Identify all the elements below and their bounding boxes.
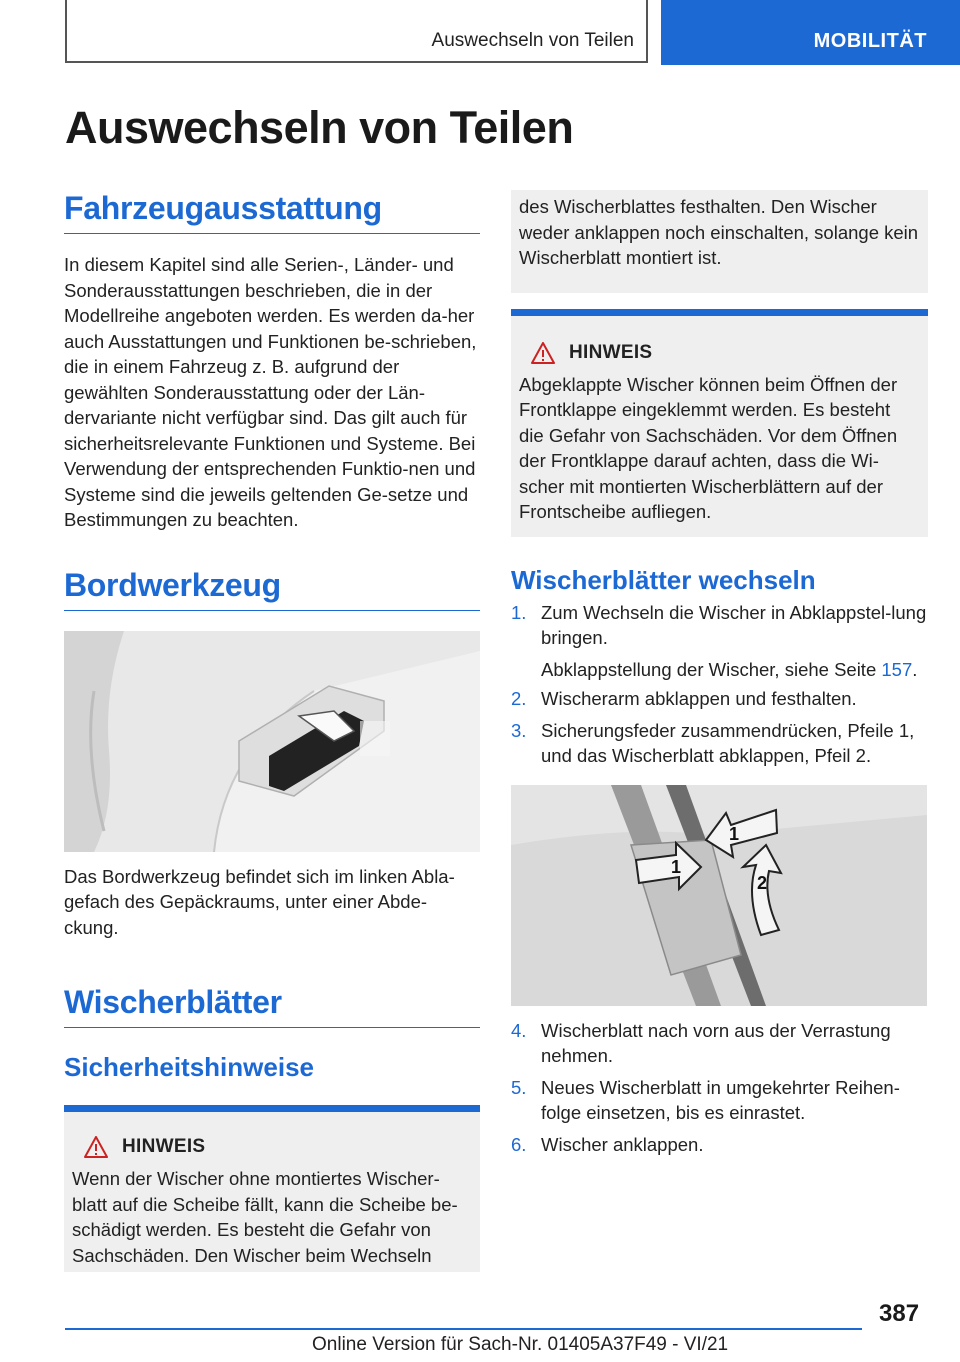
heading-sicherheitshinweise: Sicherheitshinweise (64, 1052, 314, 1082)
notice-2-text: Abgeklappte Wischer können beim Öffnen der Frontklappe eingeklemmt werden. Es besteht die Gefahr von Sachschäden. Vor dem Öffnen der Frontklappe darauf achten, dass die Wi-scher mit montierten Wischerblättern auf der Frontscheibe aufliegen. (519, 373, 898, 522)
step-text: Sicherungsfeder zusammendrücken, Pfeile 1, und das Wischerblatt abklappen, Pfeil 2. (541, 719, 915, 766)
arrow-label-1b: 1 (729, 823, 740, 844)
paragraph-bordwerkzeug: Das Bordwerkzeug befindet sich im linken Abla-gefach des Gepäckraums, unter einer Abde-ckung. (64, 865, 455, 938)
step-text: Wischerblatt nach vorn aus der Verrastung nehmen. (541, 1019, 891, 1066)
notice-box-1-continued (511, 190, 928, 293)
step-text: Wischerarm abklappen und festhalten. (541, 688, 857, 709)
heading-wischerblaetter-wechseln: Wischerblätter wechseln (511, 564, 816, 595)
step-1-subnote (541, 657, 928, 683)
notice-2-head (531, 342, 920, 364)
page-link-157[interactable]: 157 (881, 658, 913, 680)
step-item (511, 600, 928, 651)
step-number: 2. (511, 688, 527, 709)
header-tab-mobilitaet[interactable] (661, 0, 960, 65)
step-number: 1. (511, 601, 527, 623)
page-title: Auswechseln von Teilen (65, 102, 574, 153)
wiper-arm-illustration (511, 785, 927, 1006)
steps-list-b (511, 686, 928, 769)
header-section-title: Auswechseln von Teilen (431, 30, 634, 51)
step-text: Zum Wechseln die Wischer in Abklappstel-lung bringen. (541, 601, 927, 648)
warning-triangle-icon (531, 342, 555, 364)
notice-box-2 (511, 309, 928, 537)
step-item (511, 718, 928, 769)
photo-bordwerkzeug (64, 631, 480, 852)
steps-list-c (511, 1018, 928, 1158)
notice-box-1 (64, 1105, 480, 1272)
page-number: 387 (879, 1300, 920, 1327)
right-column (511, 190, 928, 1157)
notice-1-label: HINWEIS (122, 1136, 206, 1157)
header-section-box (65, 0, 648, 63)
step-item (511, 686, 928, 712)
step-number: 6. (511, 1133, 527, 1155)
step-item (511, 1075, 928, 1126)
heading-wischerblaetter: Wischerblätter (64, 984, 480, 1028)
step-text: Neues Wischerblatt in umgekehrter Reihen-folge einsetzen, bis es einrastet. (541, 1076, 900, 1123)
photo-wischer-abklappen (511, 785, 927, 1006)
footer-online-version: Online Version für Sach-Nr. 01405A37F49 - VI/21 (312, 1334, 729, 1355)
left-column (64, 190, 480, 1272)
paragraph-fahrzeugausstattung: In diesem Kapitel sind alle Serien-, Länder- und Sonderausstattungen beschrieben, die in der Modellreihe angeboten werden. Es werden da-her auch Ausstattungen und Funktionen be-schrieben, die in einem Fahrzeug z. B. aufgrund der gewählten Sonderausstattung oder der Län-dervariante nicht verfügbar sind. Das gilt auch für sicherheitsrelevante Funktionen und Systeme. Bei Verwendung der entsprechenden Funktio-nen und Systeme sind die jeweils geltenden Ge-setze und Bestimmungen zu beachten. (64, 254, 477, 530)
step-number: 4. (511, 1019, 527, 1041)
step-1-subnote-text: Abklappstellung der Wischer, siehe Seite (541, 658, 877, 680)
notice-2-label: HINWEIS (569, 341, 653, 363)
heading-fahrzeugausstattung: Fahrzeugausstattung (64, 190, 480, 234)
notice-1-text-continued: des Wischerblattes festhalten. Den Wischer weder anklappen noch einschalten, solange kein Wischerblatt montiert ist. (519, 196, 919, 268)
notice-1-text: Wenn der Wischer ohne montiertes Wischer-blatt auf die Scheibe fällt, kann die Scheibe be-schädigt werden. Es besteht die Gefahr von Sachschäden. Den Wischer beim Wechseln (72, 1168, 458, 1266)
step-1-subnote-suffix: . (912, 658, 918, 680)
steps-list-a (511, 600, 928, 651)
step-number: 3. (511, 719, 527, 741)
step-text: Wischer anklappen. (541, 1133, 704, 1155)
arrow-label-1: 1 (671, 856, 682, 877)
step-item (511, 1018, 928, 1069)
header-tab-label: MOBILITÄT (813, 30, 927, 52)
arrow-label-2: 2 (757, 872, 768, 893)
footer-divider (65, 1328, 862, 1330)
trunk-compartment-illustration (64, 631, 480, 852)
warning-triangle-icon (84, 1136, 108, 1158)
step-number: 5. (511, 1076, 527, 1098)
heading-bordwerkzeug: Bordwerkzeug (64, 567, 480, 611)
step-item (511, 1132, 928, 1158)
notice-1-head (84, 1136, 472, 1158)
